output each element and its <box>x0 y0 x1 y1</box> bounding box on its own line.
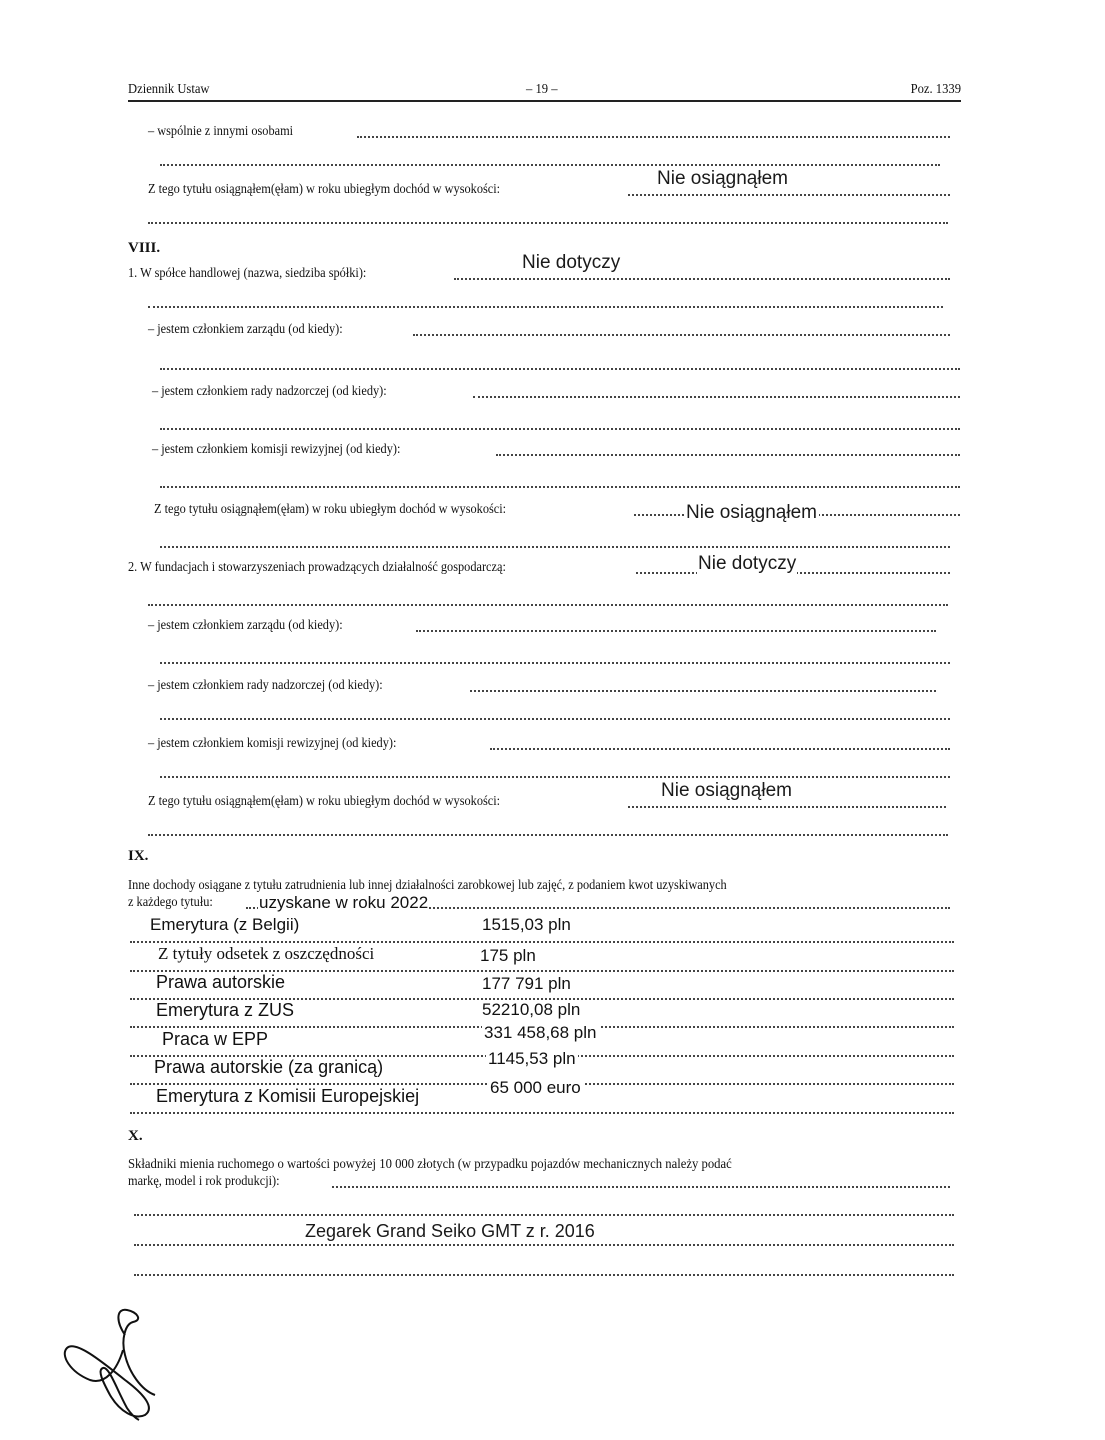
income-value: Nie osiągnąłem <box>657 168 788 189</box>
signature-icon <box>55 1300 195 1430</box>
other-income-intro: Inne dochody osiągane z tytułu zatrudnienia lub innej działalności zarobkowej lub zajęć, z podaniem kwot uzyskiwanych <box>128 878 727 893</box>
income-amount: 1515,03 pln <box>482 915 571 934</box>
income-source: Emerytura z Komisii Europejskiej <box>156 1086 420 1106</box>
company-dotted-line <box>454 276 950 280</box>
section-viii-numeral: VIII. <box>128 240 161 256</box>
foundations-label: 2. W fundacjach i stowarzyszeniach prowadzących działalność gospodarczą: <box>128 560 506 575</box>
jointly-dotted-line <box>357 134 950 138</box>
foundation-supervisory-dotted-line <box>470 688 936 692</box>
dotted-line <box>148 304 943 308</box>
section-x-numeral: X. <box>128 1128 143 1144</box>
foundation-audit-label: – jestem członkiem komisji rewizyjnej (od kiedy): <box>148 736 397 751</box>
page-header <box>128 82 961 102</box>
dotted-line <box>160 162 940 166</box>
income-amount: 177 791 pln <box>482 974 571 993</box>
jointly-label: – wspólnie z innymi osobami <box>148 124 294 139</box>
income-source: Emerytura (z Belgii) <box>150 915 300 934</box>
movable-property-value: Zegarek Grand Seiko GMT z r. 2016 <box>305 1221 595 1241</box>
income-amount: 331 458,68 pln <box>484 1023 597 1042</box>
dotted-line <box>160 366 960 370</box>
supervisory-dotted-line <box>473 394 960 398</box>
income-source: Z tytuły odsetek z oszczędności <box>158 944 375 963</box>
income-label: Z tego tytułu osiągnąłem(ęłam) w roku ubiegłym dochód w wysokości: <box>148 182 501 197</box>
board-dotted-line <box>413 332 950 336</box>
supervisory-board-label: – jestem członkiem rady nadzorczej (od kiedy): <box>152 384 387 399</box>
movable-property-dotted-line <box>332 1184 950 1188</box>
income-source: Prawa autorskie (za granicą) <box>154 1057 384 1077</box>
company-income-label: Z tego tytułu osiągnąłem(ęłam) w roku ubiegłym dochód w wysokości: <box>154 502 507 517</box>
section-ix-numeral: IX. <box>128 848 149 864</box>
income-amount: 65 000 euro <box>490 1078 581 1097</box>
dotted-line <box>160 544 950 548</box>
income-source: Emerytura z ZUS <box>156 1000 295 1020</box>
movable-property-label: Składniki mienia ruchomego o wartości powyżej 10 000 złotych (w przypadku pojazdów mechanicznych należy podać <box>128 1157 732 1172</box>
page-number: – 19 – <box>526 82 558 97</box>
foundation-income-value: Nie osiągnąłem <box>661 780 792 801</box>
board-member-label: – jestem członkiem zarządu (od kiedy): <box>148 322 343 337</box>
foundation-income-dotted-line <box>628 804 946 808</box>
income-amount: 52210,08 pln <box>482 1000 581 1019</box>
company-label: 1. W spółce handlowej (nazwa, siedziba spółki): <box>128 266 367 281</box>
dotted-line <box>148 220 948 224</box>
foundations-value: Nie dotyczy <box>698 553 797 574</box>
income-source: Praca w EPP <box>162 1029 269 1049</box>
foundation-income-label: Z tego tytułu osiągnąłem(ęłam) w roku ubiegłym dochód w wysokości: <box>148 794 501 809</box>
company-value: Nie dotyczy <box>522 252 621 273</box>
foundation-board-label: – jestem członkiem zarządu (od kiedy): <box>148 618 343 633</box>
dotted-line <box>160 774 950 778</box>
dotted-line <box>160 484 960 488</box>
dotted-line <box>148 832 948 836</box>
dotted-line <box>134 1242 954 1246</box>
dotted-line <box>148 602 948 606</box>
dotted-line <box>134 1212 954 1216</box>
foundation-audit-dotted-line <box>490 746 950 750</box>
audit-committee-label: – jestem członkiem komisji rewizyjnej (od kiedy): <box>152 442 401 457</box>
other-income-year: uzyskane w roku 2022 <box>259 893 429 912</box>
dotted-line <box>134 1272 954 1276</box>
foundation-supervisory-label: – jestem członkiem rady nadzorczej (od kiedy): <box>148 678 383 693</box>
income-amount: 1145,53 pln <box>488 1049 576 1068</box>
foundation-board-dotted-line <box>416 628 936 632</box>
journal-name: Dziennik Ustaw <box>128 82 210 97</box>
audit-dotted-line <box>496 452 960 456</box>
income-dotted-line <box>628 192 950 196</box>
movable-property-label-2: markę, model i rok produkcji): <box>128 1174 280 1189</box>
dotted-line <box>160 716 950 720</box>
income-amount: 175 pln <box>480 946 536 965</box>
other-income-intro-2: z każdego tytułu: <box>128 895 213 910</box>
dotted-line <box>160 660 950 664</box>
income-row-dotted-line <box>130 1110 954 1114</box>
dotted-line <box>160 426 960 430</box>
company-income-value: Nie osiągnąłem <box>686 502 817 523</box>
income-row-dotted-line <box>130 939 954 943</box>
income-source: Prawa autorskie <box>156 972 286 992</box>
position-number: Poz. 1339 <box>910 82 961 97</box>
